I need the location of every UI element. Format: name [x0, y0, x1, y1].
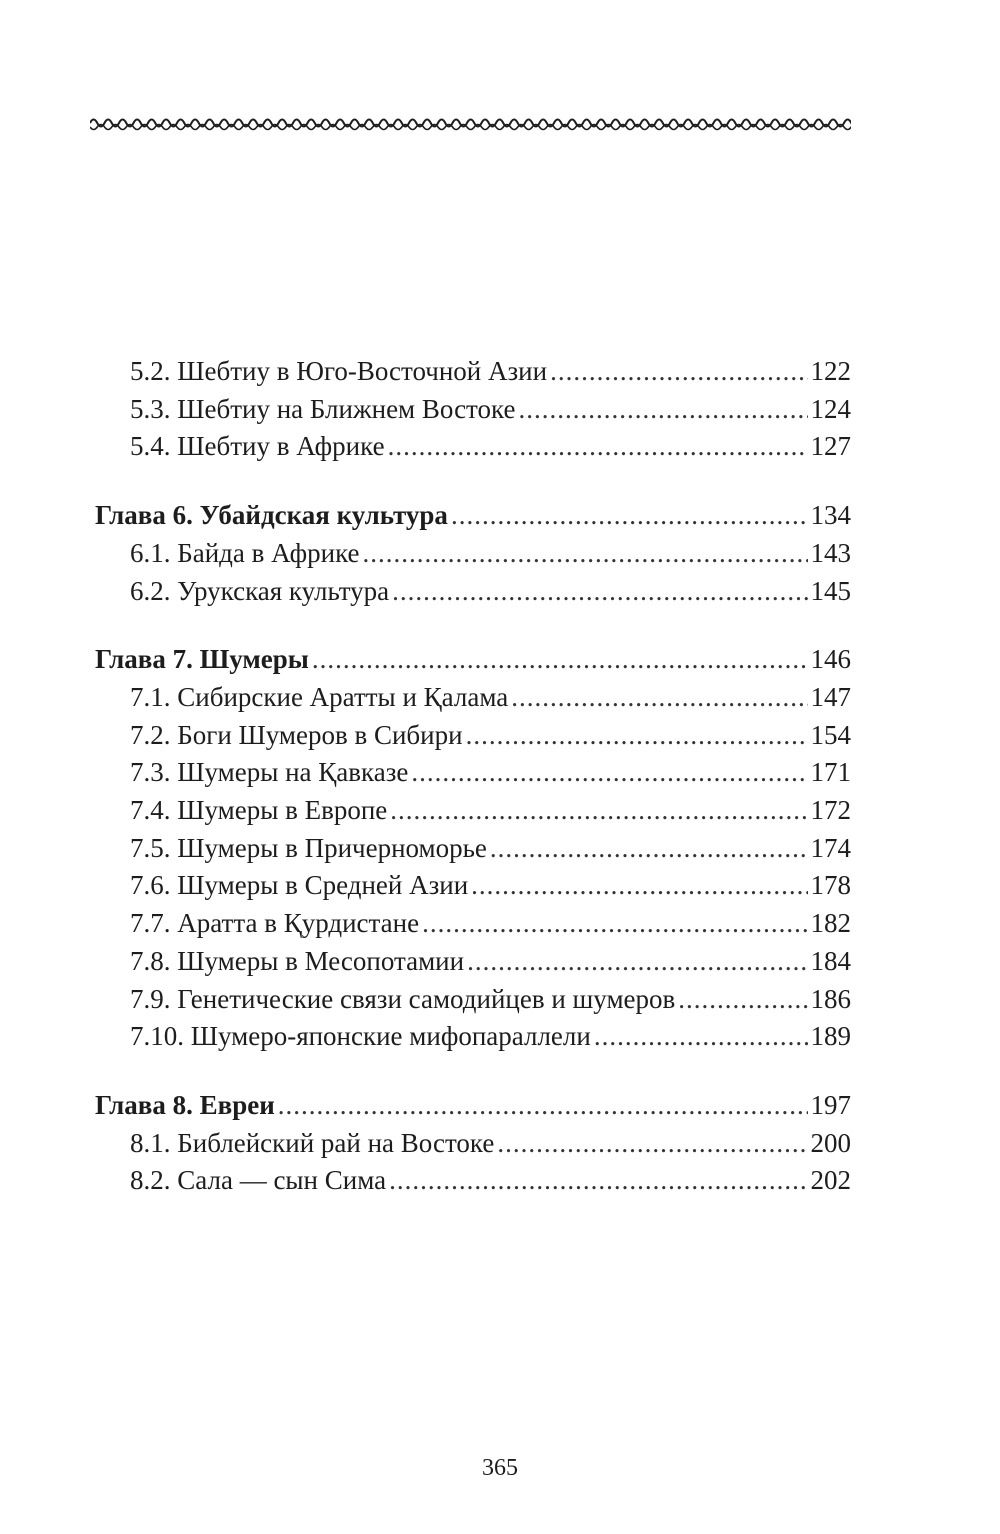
entry-page: 174 [810, 832, 851, 863]
toc-entry-row [95, 717, 851, 755]
dot-leader [388, 428, 808, 466]
entry-label [130, 943, 464, 981]
toc-section [95, 1087, 851, 1200]
dot-leader [363, 535, 808, 573]
toc-section [95, 497, 851, 610]
entry-page: 172 [810, 795, 851, 826]
entry-number: 7.7. [130, 908, 171, 939]
entry-page: 202 [810, 1165, 851, 1196]
entry-label [130, 867, 468, 905]
dot-leader [471, 867, 807, 905]
dot-leader [467, 943, 807, 981]
entry-title: Байда в Африке [177, 537, 360, 568]
toc-entry-row [95, 943, 851, 981]
toc-entry-row [95, 905, 851, 943]
entry-title: Аратта в Қурдистане [177, 908, 420, 939]
toc-entry-row [95, 981, 851, 1019]
entry-number: 7.8. [130, 945, 171, 976]
dot-leader [389, 1162, 807, 1200]
toc-entry-row [95, 679, 851, 717]
dot-leader [312, 641, 808, 679]
entry-label [130, 981, 675, 1019]
dot-leader [392, 573, 807, 611]
entry-title: Шебтиу в Африке [177, 431, 385, 462]
entry-page: 184 [810, 945, 851, 976]
entry-title: Шебтиу на Ближнем Востоке [177, 393, 516, 424]
entry-title: Урукская культура [177, 575, 390, 606]
toc-entry-row [95, 830, 851, 868]
toc-entry-row [95, 1018, 851, 1056]
entry-page: 143 [810, 537, 851, 568]
dot-leader [678, 981, 807, 1019]
toc-entry-row [95, 792, 851, 830]
entry-label [130, 1018, 591, 1056]
dot-leader [511, 679, 807, 717]
chapter-page: 146 [810, 644, 851, 675]
entry-page: 122 [810, 356, 851, 386]
entry-number: 6.1. [130, 537, 171, 568]
entry-page: 200 [810, 1127, 851, 1158]
entry-label [130, 1125, 494, 1163]
entry-number: 6.2. [130, 575, 171, 606]
entry-number: 7.4. [130, 795, 171, 826]
entry-label [130, 792, 387, 830]
entry-page: 147 [810, 681, 851, 712]
chapter-title: Глава 6. Убайдская культура [95, 500, 448, 531]
entry-label [130, 353, 547, 391]
entry-title: Шумеры в Средней Азии [177, 870, 469, 901]
toc-section [95, 641, 851, 1056]
entry-page: 189 [810, 1021, 851, 1052]
dot-leader [390, 792, 807, 830]
entry-page: 154 [810, 719, 851, 750]
entry-number: 7.10. [130, 1021, 184, 1052]
chapter-title: Глава 7. Шумеры [95, 644, 309, 675]
entry-title: Шумеры в Причерноморье [177, 832, 487, 863]
entry-label [130, 717, 463, 755]
dot-leader [490, 830, 808, 868]
entry-label [130, 905, 419, 943]
entry-label [130, 754, 408, 792]
wave-ornament-icon [90, 112, 851, 134]
entry-page: 186 [810, 983, 851, 1014]
entry-number: 8.1. [130, 1127, 171, 1158]
entry-number: 7.6. [130, 870, 171, 901]
toc-chapter-row [95, 641, 851, 679]
chapter-page: 197 [810, 1089, 851, 1120]
toc-entry-row [95, 535, 851, 573]
toc-entry-row [95, 573, 851, 611]
entry-label [130, 830, 487, 868]
toc-entry-row [95, 1125, 851, 1163]
entry-page: 171 [810, 757, 851, 788]
entry-page: 178 [810, 870, 851, 901]
entry-page: 145 [810, 575, 851, 606]
dot-leader [518, 391, 807, 429]
toc-entry-row [95, 391, 851, 429]
toc-entry-row [95, 754, 851, 792]
toc-entry-row [95, 867, 851, 905]
entry-title: Библейский рай на Востоке [177, 1127, 495, 1158]
dot-leader [451, 497, 808, 535]
table-of-contents [95, 353, 851, 1231]
entry-page: 182 [810, 908, 851, 939]
entry-title: Шумеры в Месопотамии [177, 945, 465, 976]
entry-title: Сибирские Аратты и Қалама [177, 681, 509, 712]
dot-leader [497, 1125, 807, 1163]
entry-title: Боги Шумеров в Сибири [177, 719, 463, 750]
chapter-title: Глава 8. Евреи [95, 1089, 275, 1120]
toc-entry-row [95, 353, 851, 391]
toc-entry-row [95, 428, 851, 466]
entry-number: 7.1. [130, 681, 171, 712]
toc-chapter-row [95, 497, 851, 535]
entry-label [130, 428, 385, 466]
dot-leader [550, 353, 807, 391]
entry-page: 127 [810, 431, 851, 462]
toc-section [95, 353, 851, 466]
entry-number: 8.2. [130, 1165, 171, 1196]
entry-number: 5.4. [130, 431, 171, 462]
entry-number: 5.2. [130, 356, 171, 386]
entry-label [130, 679, 508, 717]
entry-title: Шумеры на Қавказе [177, 757, 409, 788]
entry-title: Шумеро-японские мифопараллели [190, 1021, 591, 1052]
entry-label [130, 535, 360, 573]
toc-chapter-row [95, 1087, 851, 1125]
entry-title: Генетические связи самодийцев и шумеров [177, 983, 676, 1014]
entry-number: 7.9. [130, 983, 171, 1014]
entry-number: 7.3. [130, 757, 171, 788]
dot-leader [466, 717, 808, 755]
entry-label [130, 573, 389, 611]
dot-leader [594, 1018, 808, 1056]
toc-entry-row [95, 1162, 851, 1200]
dot-leader [411, 754, 807, 792]
entry-label [130, 391, 515, 429]
chapter-page: 134 [810, 500, 851, 531]
entry-number: 5.3. [130, 393, 171, 424]
entry-page: 124 [810, 393, 851, 424]
entry-title: Сала — сын Сима [177, 1165, 387, 1196]
entry-number: 7.2. [130, 719, 171, 750]
page-number: 365 [482, 1455, 518, 1481]
dot-leader [278, 1087, 808, 1125]
dot-leader [422, 905, 807, 943]
entry-label [130, 1162, 386, 1200]
entry-number: 7.5. [130, 832, 171, 863]
entry-title: Шумеры в Европе [177, 795, 388, 826]
entry-title: Шебтиу в Юго-Восточной Азии [177, 356, 548, 386]
